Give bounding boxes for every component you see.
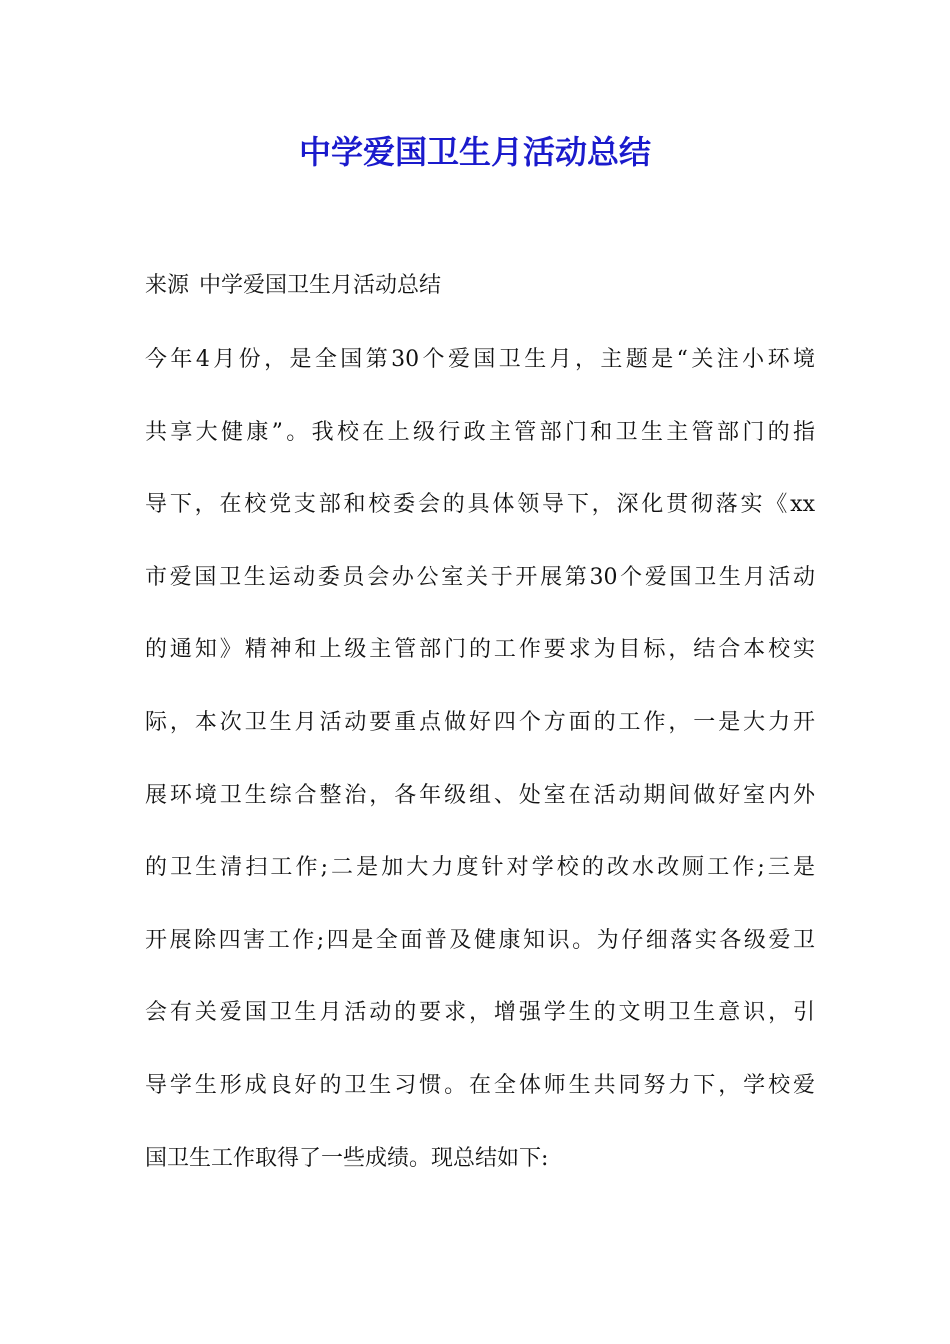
body-line: 展环境卫生综合整治，各年级组、处室在活动期间做好室内外 xyxy=(145,782,815,808)
body-line: 际，本次卫生月活动要重点做好四个方面的工作，一是大力开 xyxy=(145,709,815,735)
body-paragraph xyxy=(145,338,815,1209)
source-label: 来源 xyxy=(145,273,190,298)
body-line: 市爱国卫生运动委员会办公室关于开展第30个爱国卫生月活动 xyxy=(145,564,815,590)
body-line: 会有关爱国卫生月活动的要求，增强学生的文明卫生意识，引 xyxy=(145,1000,815,1026)
document-title: 中学爱国卫生月活动总结 xyxy=(298,133,651,171)
body-line: 导下，在校党支部和校委会的具体领导下，深化贯彻落实《xx xyxy=(145,492,815,518)
source-value: 中学爱国卫生月活动总结 xyxy=(199,273,442,298)
body-line: 的通知》精神和上级主管部门的工作要求为目标，结合本校实 xyxy=(145,637,815,663)
body-line: 共享大健康”。我校在上级行政主管部门和卫生主管部门的指 xyxy=(145,419,815,445)
source-line xyxy=(145,266,815,306)
body-line: 导学生形成良好的卫生习惯。在全体师生共同努力下，学校爱 xyxy=(145,1072,815,1098)
body-line: 国卫生工作取得了一些成绩。现总结如下: xyxy=(145,1145,549,1171)
body-line: 今年4月份，是全国第30个爱国卫生月，主题是“关注小环境 xyxy=(145,347,815,372)
body-line: 的卫生清扫工作;二是加大力度针对学校的改水改厕工作;三是 xyxy=(145,855,815,881)
body-line: 开展除四害工作;四是全面普及健康知识。为仔细落实各级爱卫 xyxy=(145,927,815,953)
